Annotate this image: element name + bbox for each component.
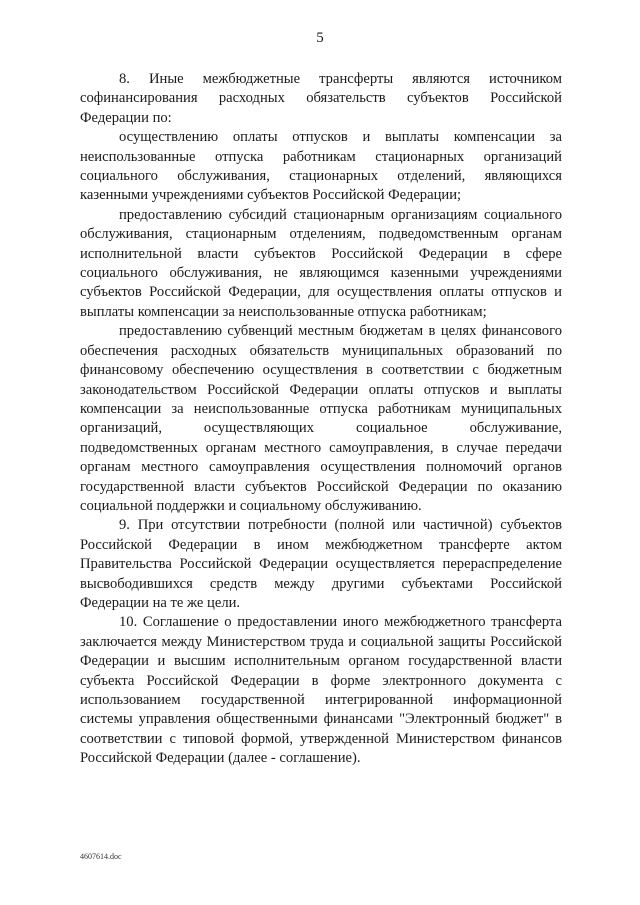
- footer-filename: 4607614.doc: [80, 852, 122, 861]
- page-number: 5: [316, 30, 324, 46]
- paragraph-8-item-2: предоставлению субсидий стационарным организациям социального обслуживания, стационарным отделениям, подведомственным органам исполнительной власти субъектов Российской Федерации в сфере социального обслуживания, не являющимся казенными учреждениями субъектов Российской Федерации, для осуществления оплаты отпусков и выплаты компенсации за неиспользованные отпуска работникам;: [80, 206, 562, 320]
- paragraph-9: 9. При отсутствии потребности (полной или частичной) субъектов Российской Федерации в ином межбюджетном трансферте актом Правительства Российской Федерации осуществляется перераспределение высвободившихся средств между другими субъектами Российской Федерации на те же цели.: [80, 517, 562, 611]
- paragraph-8: 8. Иные межбюджетные трансферты являются источником софинансирования расходных обязательств субъектов Российской Федерации по:: [80, 71, 562, 126]
- paragraph-8-item-3: предоставлению субвенций местным бюджетам в целях финансового обеспечения расходных обязательств муниципальных образований по финансовому обеспечению осуществления в соответствии с бюджетным законодательством Российской Федерации оплаты отпусков и выплаты компенсации за неиспользованные отпуска работникам муниципальных организаций, осуществляющих социальное обслуживание, подведомственных органам местного самоуправления, в случае передачи органам местного самоуправления осуществления полномочий органов государственной власти субъектов Российской Федерации по оказанию социальной поддержки и социальному обслуживанию.: [80, 323, 562, 514]
- paragraph-8-item-1: осуществлению оплаты отпусков и выплаты компенсации за неиспользованные отпуска работникам стационарных организаций социального обслуживания, стационарных отделений, являющихся казенными учреждениями субъектов Российской Федерации;: [80, 129, 562, 204]
- paragraph-10: 10. Соглашение о предоставлении иного межбюджетного трансферта заключается между Министерством труда и социальной защиты Российской Федерации и высшим исполнительным органом государственной власти субъекта Российской Федерации в форме электронного документа с использованием государственной интегрированной информационной системы управления общественными финансами "Электронный бюджет" в соответствии с типовой формой, утвержденной Министерством финансов Российской Федерации (далее - соглашение).: [80, 614, 562, 767]
- document-body: [80, 70, 562, 769]
